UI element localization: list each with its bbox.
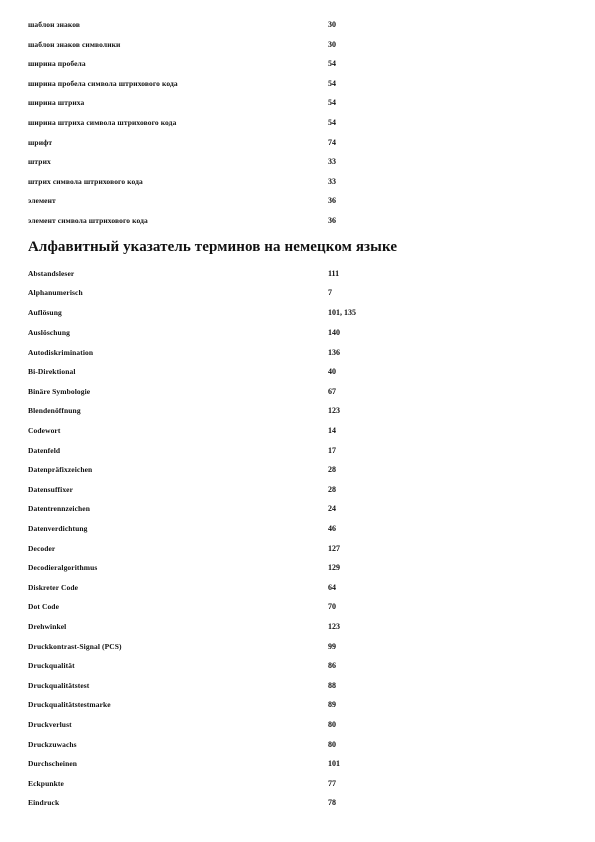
index-entry — [0, 757, 595, 771]
index-term: Alphanumerisch — [28, 288, 83, 297]
index-term: шаблон знаков символики — [28, 40, 121, 49]
index-entry — [0, 502, 595, 516]
index-entry — [0, 640, 595, 654]
index-page-ref: 88 — [328, 681, 336, 690]
index-term: Codewort — [28, 426, 61, 435]
index-term: Datenfeld — [28, 446, 61, 455]
index-term: шаблон знаков — [28, 20, 81, 29]
index-page-ref: 24 — [328, 504, 336, 513]
index-page-ref: 136 — [328, 348, 340, 357]
index-page-ref: 129 — [328, 563, 340, 572]
index-entry — [0, 286, 595, 300]
index-entry — [0, 718, 595, 732]
index-entry — [0, 404, 595, 418]
index-entry — [0, 463, 595, 477]
index-term: Autodiskrimination — [28, 348, 94, 357]
index-page-ref: 80 — [328, 720, 336, 729]
index-entry — [0, 777, 595, 791]
index-entry — [0, 194, 595, 208]
index-entry — [0, 116, 595, 130]
index-page-ref: 36 — [328, 196, 336, 205]
index-page-ref: 28 — [328, 485, 336, 494]
index-page-ref: 86 — [328, 661, 336, 670]
index-page-ref: 101 — [328, 759, 340, 768]
index-entry — [0, 698, 595, 712]
index-term: Bi-Direktional — [28, 367, 76, 376]
index-entry — [0, 306, 595, 320]
index-page-ref: 74 — [328, 138, 336, 147]
index-entry — [0, 155, 595, 169]
index-entry — [0, 175, 595, 189]
index-page-ref: 36 — [328, 216, 336, 225]
index-term: Datensuffixer — [28, 485, 74, 494]
index-entry — [0, 346, 595, 360]
index-entry — [0, 385, 595, 399]
index-page-ref: 33 — [328, 157, 336, 166]
index-term: Durchscheinen — [28, 759, 78, 768]
index-term: Druckqualitätstest — [28, 681, 90, 690]
index-term: Druckqualität — [28, 661, 75, 670]
index-term: шрифт — [28, 138, 53, 147]
index-term: Druckkontrast-Signal (PCS) — [28, 642, 122, 651]
index-entry — [0, 57, 595, 71]
index-term: элемент — [28, 196, 56, 205]
index-page-ref: 30 — [328, 40, 336, 49]
index-entry — [0, 796, 595, 810]
index-entry — [0, 522, 595, 536]
index-entry — [0, 620, 595, 634]
index-entry — [0, 679, 595, 693]
index-entry — [0, 600, 595, 614]
index-page-ref: 54 — [328, 59, 336, 68]
index-page-ref: 89 — [328, 700, 336, 709]
index-term: элемент символа штрихового кода — [28, 216, 148, 225]
index-entry — [0, 738, 595, 752]
index-entry — [0, 659, 595, 673]
section-heading: Алфавитный указатель терминов на немецком языке — [28, 239, 398, 255]
index-page-ref: 127 — [328, 544, 340, 553]
index-entry — [0, 365, 595, 379]
index-page-ref: 46 — [328, 524, 336, 533]
index-page-ref: 80 — [328, 740, 336, 749]
index-page-ref: 111 — [328, 269, 340, 278]
index-term: Dot Code — [28, 602, 60, 611]
index-term: ширина штриха — [28, 98, 85, 107]
index-page-ref: 54 — [328, 98, 336, 107]
index-entry — [0, 18, 595, 32]
index-page-ref: 123 — [328, 622, 340, 631]
index-entry — [0, 136, 595, 150]
index-term: Abstandsleser — [28, 269, 75, 278]
index-term: ширина штриха символа штрихового кода — [28, 118, 177, 127]
index-entry — [0, 424, 595, 438]
index-entry — [0, 581, 595, 595]
index-term: Datenpräfixzeichen — [28, 465, 93, 474]
index-entry — [0, 483, 595, 497]
index-page-ref: 54 — [328, 118, 336, 127]
index-entry — [0, 542, 595, 556]
index-term: Auflösung — [28, 308, 62, 317]
index-entry — [0, 561, 595, 575]
index-page-ref: 78 — [328, 798, 336, 807]
index-term: ширина пробела — [28, 59, 86, 68]
index-page-ref: 140 — [328, 328, 340, 337]
index-page-ref: 28 — [328, 465, 336, 474]
index-term: Druckverlust — [28, 720, 72, 729]
index-entry — [0, 267, 595, 281]
index-page-ref: 7 — [328, 288, 332, 297]
index-term: Eckpunkte — [28, 779, 64, 788]
index-page-ref: 33 — [328, 177, 336, 186]
index-term: Diskreter Code — [28, 583, 79, 592]
index-page-ref: 67 — [328, 387, 336, 396]
index-entry — [0, 326, 595, 340]
index-term: Blendenöffnung — [28, 406, 81, 415]
index-term: Decodieralgorithmus — [28, 563, 98, 572]
index-page-ref: 101, 135 — [328, 308, 356, 317]
index-page-ref: 99 — [328, 642, 336, 651]
index-term: Binäre Symbologie — [28, 387, 91, 396]
index-entry — [0, 77, 595, 91]
index-term: ширина пробела символа штрихового кода — [28, 79, 178, 88]
index-term: Datenverdichtung — [28, 524, 88, 533]
index-entry — [0, 96, 595, 110]
index-entry — [0, 444, 595, 458]
index-page-ref: 17 — [328, 446, 336, 455]
index-page-ref: 14 — [328, 426, 336, 435]
index-page-ref: 40 — [328, 367, 336, 376]
index-term: Decoder — [28, 544, 56, 553]
index-term: штрих — [28, 157, 51, 166]
index-page-ref: 77 — [328, 779, 336, 788]
index-entry — [0, 38, 595, 52]
index-entry — [0, 214, 595, 228]
index-term: штрих символа штрихового кода — [28, 177, 143, 186]
index-term: Auslöschung — [28, 328, 70, 337]
index-term: Druckzuwachs — [28, 740, 77, 749]
index-page-ref: 30 — [328, 20, 336, 29]
index-term: Drehwinkel — [28, 622, 67, 631]
index-term: Eindruck — [28, 798, 60, 807]
index-term: Datentrennzeichen — [28, 504, 90, 513]
index-page-ref: 54 — [328, 79, 336, 88]
index-term: Druckqualitätstestmarke — [28, 700, 111, 709]
index-page-ref: 70 — [328, 602, 336, 611]
index-page-ref: 64 — [328, 583, 336, 592]
index-page-ref: 123 — [328, 406, 340, 415]
